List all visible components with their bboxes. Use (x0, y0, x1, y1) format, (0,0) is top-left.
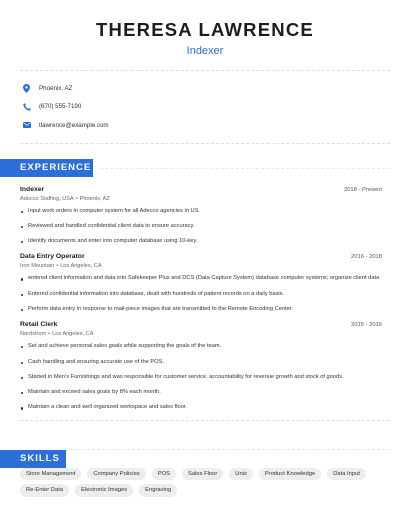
skills-rule (72, 449, 390, 450)
skill-chip: Data Input (327, 468, 366, 481)
job-entry (0, 253, 410, 313)
bullet-item: Started in Men's Furnishings and was responsible for customer service, accountability for revenue growth and stock of goods. (20, 374, 382, 382)
job-entry (0, 321, 410, 412)
job-entry-title: Indexer (20, 185, 45, 193)
job-entry-company: Adecco Staffing, USA • Phoenix, AZ (20, 195, 110, 202)
skill-chip: Re-Enter Data (20, 484, 69, 497)
bullet-item: Perform data entry in response to mail-piece images that are transmitted to the Remote Encoding Center. (20, 306, 382, 314)
contact-divider (20, 143, 390, 144)
job-entry (0, 186, 410, 246)
bullet-item: Cash handling and ensuring accurate use of the POS. (20, 359, 382, 367)
skill-chip: Electronic Images (75, 484, 133, 497)
contact-email-text[interactable]: tlawrence@example.com (39, 121, 109, 129)
email-icon (22, 121, 31, 130)
bullet-item: Maintain a clean and well organized workspace and sales floor. (20, 404, 382, 412)
skill-chip: Sales Floor (182, 468, 223, 481)
bullet-item: Entered confidential information into database, dealt with hundreds of patient records on a daily basis. (20, 291, 382, 299)
bullet-item: Input work orders in computer system for all Adecco agencies in US. (20, 208, 382, 216)
skill-chip: Engraving (139, 484, 177, 497)
skill-chip: Company Policies (87, 468, 145, 481)
job-bullets (20, 343, 382, 412)
company-location: Los Angeles, CA (60, 263, 102, 270)
skill-chip: Product Knowledge (259, 468, 321, 481)
skills-section-header (0, 440, 410, 464)
skills-list (0, 468, 410, 497)
bullet-item: entered client information and data into Safekeeper Plus and DCS (Data Capture System) database computer systems; organize client data (20, 275, 382, 283)
contact-phone-text: (670) 555-7190 (39, 103, 82, 111)
job-entry-company: Iron Mountain • Los Angeles, CA (20, 263, 102, 270)
company-name: Iron Mountain (20, 263, 55, 270)
job-title-heading: Indexer (186, 45, 224, 57)
company-location: Los Angeles, CA (52, 331, 94, 338)
job-entry-dates: 2018 - Present (343, 186, 382, 193)
bullet-item: Reviewed and handled confidential client data to ensure accuracy. (20, 223, 382, 231)
job-entry-dates: 2016 - 2018 (351, 254, 382, 261)
job-entry-dates: 2015 - 2016 (351, 322, 382, 329)
job-entry-title: Retail Clerk (20, 321, 58, 329)
experience-section-header (0, 159, 410, 177)
company-name: Adecco Staffing, USA (20, 195, 74, 202)
location-pin-icon (22, 84, 31, 93)
skill-chip: Store Management (20, 468, 81, 481)
contact-location (22, 79, 390, 98)
bullet-item: Set and achieve personal sales goals while supporting the goals of the team. (20, 343, 382, 351)
phone-icon (22, 102, 31, 111)
job-bullets (20, 275, 382, 313)
experience-heading: EXPERIENCE (0, 159, 93, 177)
contact-location-text: Phoenix, AZ (39, 84, 73, 92)
experience-divider (20, 420, 390, 421)
experience-list (0, 186, 410, 413)
contact-email[interactable] (22, 116, 390, 135)
skill-chip: Unix (229, 468, 253, 481)
company-name: Nordstrom (20, 331, 47, 338)
contact-phone (22, 98, 390, 117)
candidate-name: THERESA LAWRENCE (96, 19, 314, 40)
company-location: Phoenix, AZ (79, 195, 110, 202)
bullet-item: Identify documents and enter into computer database using 10-key. (20, 238, 382, 246)
skills-heading: SKILLS (0, 450, 66, 468)
job-bullets (20, 208, 382, 246)
contact-list (0, 71, 410, 135)
skill-chip: POS (152, 468, 176, 481)
resume-header (0, 0, 410, 58)
experience-rule (100, 168, 390, 169)
job-entry-company: Nordstrom • Los Angeles, CA (20, 331, 94, 338)
job-entry-title: Data Entry Operator (20, 253, 85, 261)
bullet-item: Maintain and exceed sales goals by 8% each month. (20, 389, 382, 397)
